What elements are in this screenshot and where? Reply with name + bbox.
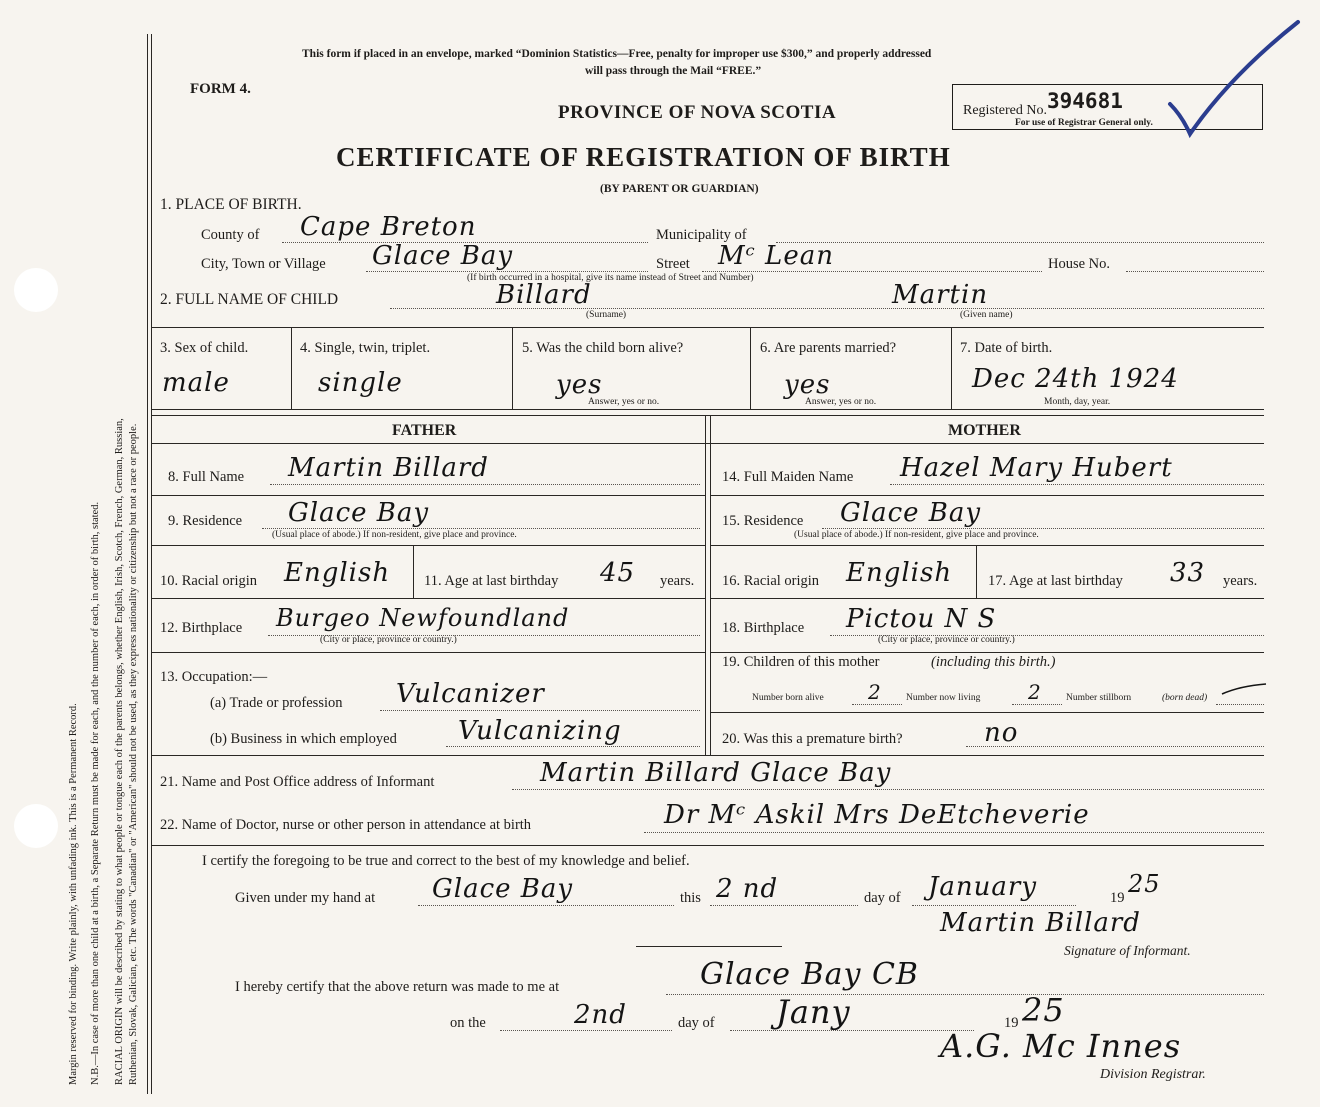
mother-row19-rule bbox=[710, 712, 1264, 713]
this-label: this bbox=[680, 890, 701, 906]
row3-sep2 bbox=[512, 327, 513, 409]
cert-month: January bbox=[928, 872, 1038, 902]
business-label: (b) Business in which employed bbox=[210, 731, 397, 747]
margin-note-racial-origin-cont: Ruthenian, Slovak, Galician, etc. The words "Canadian" or "American" should not be used, as they express nationality or citizenship but not a race or people. bbox=[128, 423, 139, 1085]
row3-sep4 bbox=[951, 327, 952, 409]
binding-margin-line-inner bbox=[151, 34, 152, 1094]
registrar-on-the-label: on the bbox=[450, 1015, 486, 1031]
father-row10-rule bbox=[152, 598, 705, 599]
stillborn-dash-stroke bbox=[1220, 680, 1270, 698]
registrar-statement: I hereby certify that the above return was made to me at bbox=[235, 979, 560, 995]
registrar-place: Glace Bay CB bbox=[700, 957, 919, 992]
father-birthplace: Burgeo Newfoundland bbox=[276, 604, 570, 632]
doctor-value: Dr Mᶜ Askil Mrs DeEtcheverie bbox=[664, 800, 1090, 830]
registrar-day-line bbox=[500, 1030, 672, 1031]
father-racial-label: 10. Racial origin bbox=[160, 573, 258, 589]
registrar-year-prefix: 19 bbox=[1004, 1015, 1019, 1031]
registrar-year-suffix: 25 bbox=[1022, 991, 1065, 1029]
city-label: City, Town or Village bbox=[201, 256, 326, 272]
punch-hole-top bbox=[14, 268, 58, 312]
stillborn-line bbox=[1216, 704, 1264, 705]
cert-year-suffix: 25 bbox=[1128, 870, 1161, 898]
certification-top-rule bbox=[152, 845, 1264, 846]
division-registrar-caption: Division Registrar. bbox=[1100, 1067, 1206, 1082]
parents-top-rule bbox=[152, 415, 1264, 416]
postal-notice-line1: This form if placed in an envelope, marked “Dominion Statistics—Free, penalty for improper use $300,” and properly addressed bbox=[302, 48, 932, 60]
division-registrar-signature: A.G. Mc Innes bbox=[940, 1027, 1182, 1065]
house-label: House No. bbox=[1048, 256, 1111, 272]
margin-note-racial-origin: RACIAL ORIGIN will be described by stating to what people or tongue each of the parents belongs, whether English, Irish, Scotch, French, German, Russian, bbox=[114, 418, 125, 1085]
children-label: 19. Children of this mother bbox=[722, 654, 880, 670]
registrar-month: Jany bbox=[776, 993, 851, 1031]
father-residence-note: (Usual place of abode.) If non-resident, give place and province. bbox=[272, 530, 517, 540]
cert-year-prefix: 19 bbox=[1110, 890, 1125, 906]
father-residence-label: 9. Residence bbox=[168, 513, 243, 529]
postal-notice-line2: will pass through the Mail “FREE.” bbox=[585, 65, 762, 77]
parents-bottom-rule bbox=[152, 755, 1264, 756]
mother-birthplace: Pictou N S bbox=[846, 604, 997, 634]
parents-divider-left bbox=[705, 415, 706, 755]
mother-row18-rule bbox=[710, 652, 1264, 653]
father-residence: Glace Bay bbox=[288, 498, 430, 528]
mother-residence: Glace Bay bbox=[840, 498, 982, 528]
county-value: Cape Breton bbox=[300, 212, 477, 242]
informant-line bbox=[512, 789, 1264, 790]
now-living-value: 2 bbox=[1028, 680, 1042, 704]
mother-racial: English bbox=[846, 558, 953, 588]
doctor-label: 22. Name of Doctor, nurse or other person in attendance at birth bbox=[160, 817, 532, 833]
alive-caption: Answer, yes or no. bbox=[588, 397, 660, 407]
mother-racial-sep bbox=[976, 545, 977, 598]
separator-short-rule bbox=[636, 946, 782, 947]
mother-racial-label: 16. Racial origin bbox=[722, 573, 820, 589]
mother-residence-note: (Usual place of abode.) If non-resident, give place and province. bbox=[794, 530, 1039, 540]
born-alive-label: Number born alive bbox=[752, 693, 824, 703]
stillborn-paren: (born dead) bbox=[1162, 693, 1208, 703]
trade-value: Vulcanizer bbox=[396, 679, 545, 709]
registrar-day-of-label: day of bbox=[678, 1015, 715, 1031]
mother-age: 33 bbox=[1170, 558, 1206, 588]
certification-statement: I certify the foregoing to be true and correct to the best of my knowledge and belief. bbox=[202, 853, 690, 869]
mother-birthplace-label: 18. Birthplace bbox=[722, 620, 805, 636]
born-alive-line bbox=[852, 704, 902, 705]
mother-name-label: 14. Full Maiden Name bbox=[722, 469, 854, 485]
child-surname: Billard bbox=[496, 280, 592, 310]
registrar-month-line bbox=[730, 1030, 974, 1031]
given-place-line bbox=[418, 905, 674, 906]
form-number: FORM 4. bbox=[190, 81, 251, 97]
mother-name-line bbox=[890, 484, 1264, 485]
sex-value: male bbox=[162, 368, 230, 398]
informant-signature: Martin Billard bbox=[940, 908, 1141, 938]
row3-sep3 bbox=[750, 327, 751, 409]
father-name-line bbox=[270, 484, 700, 485]
plurality-label: 4. Single, twin, triplet. bbox=[300, 340, 431, 356]
trade-line bbox=[380, 710, 700, 711]
city-line bbox=[366, 271, 648, 272]
doctor-line bbox=[644, 832, 1264, 833]
row3-top-rule bbox=[152, 327, 1264, 328]
children-paren: (including this birth.) bbox=[931, 654, 1056, 670]
now-living-line bbox=[1012, 704, 1062, 705]
row3-bottom-rule bbox=[152, 409, 1264, 410]
born-alive-value: 2 bbox=[868, 680, 882, 704]
father-years-label: years. bbox=[660, 573, 695, 589]
alive-label: 5. Was the child born alive? bbox=[522, 340, 684, 356]
blue-check-mark bbox=[1160, 16, 1310, 146]
stillborn-label: Number stillborn bbox=[1066, 693, 1132, 703]
registrar-use-note: For use of Registrar General only. bbox=[1015, 118, 1153, 128]
registered-label: Registered No. bbox=[963, 103, 1047, 118]
father-age-label: 11. Age at last birthday bbox=[424, 573, 559, 589]
given-name-caption: (Given name) bbox=[960, 310, 1013, 320]
surname-caption: (Surname) bbox=[586, 310, 627, 320]
married-caption: Answer, yes or no. bbox=[805, 397, 877, 407]
province-heading: PROVINCE OF NOVA SCOTIA bbox=[558, 102, 837, 123]
cert-day: 2 nd bbox=[716, 874, 779, 904]
informant-signature-caption: Signature of Informant. bbox=[1064, 943, 1191, 958]
sex-label: 3. Sex of child. bbox=[160, 340, 249, 356]
father-birthplace-label: 12. Birthplace bbox=[160, 620, 243, 636]
cert-month-line bbox=[912, 905, 1076, 906]
headings-rule bbox=[152, 443, 1264, 444]
mother-heading: MOTHER bbox=[948, 422, 1021, 439]
premature-value: no bbox=[984, 718, 1019, 748]
child-given-name: Martin bbox=[892, 280, 989, 310]
dob-label: 7. Date of birth. bbox=[960, 340, 1053, 356]
father-name: Martin Billard bbox=[288, 453, 489, 483]
married-label: 6. Are parents married? bbox=[760, 340, 897, 356]
given-label: Given under my hand at bbox=[235, 890, 376, 906]
plurality-value: single bbox=[318, 368, 403, 398]
mother-name: Hazel Mary Hubert bbox=[900, 453, 1173, 483]
house-line bbox=[1126, 271, 1264, 272]
alive-value: yes bbox=[556, 370, 603, 400]
county-label: County of bbox=[201, 227, 260, 243]
municipality-line bbox=[776, 242, 1264, 243]
cert-day-line bbox=[710, 905, 858, 906]
father-racial: English bbox=[284, 558, 391, 588]
given-place: Glace Bay bbox=[432, 874, 574, 904]
margin-note-multiple-births: N.B.—In case of more than one child at a birth, a Separate Return must be made for each, and the number of each, in order of birth, stated. bbox=[90, 501, 101, 1085]
premature-label: 20. Was this a premature birth? bbox=[722, 731, 903, 747]
father-residence-line bbox=[262, 528, 700, 529]
business-value: Vulcanizing bbox=[458, 716, 622, 746]
punch-hole-bottom bbox=[14, 804, 58, 848]
parents-divider-right bbox=[710, 415, 711, 755]
street-label: Street bbox=[656, 256, 690, 272]
cert-day-of-label: day of bbox=[864, 890, 901, 906]
trade-label: (a) Trade or profession bbox=[210, 695, 343, 711]
now-living-label: Number now living bbox=[906, 693, 981, 703]
registrar-place-line bbox=[666, 994, 1264, 995]
city-value: Glace Bay bbox=[372, 241, 514, 271]
father-birthplace-note: (City or place, province or country.) bbox=[320, 635, 457, 645]
mother-years-label: years. bbox=[1223, 573, 1258, 589]
father-name-label: 8. Full Name bbox=[168, 469, 245, 485]
place-of-birth-label: 1. PLACE OF BIRTH. bbox=[160, 196, 302, 213]
certificate-title: CERTIFICATE OF REGISTRATION OF BIRTH bbox=[336, 142, 951, 172]
married-value: yes bbox=[784, 370, 831, 400]
margin-note-binding: Margin reserved for binding. Write plainly, with unfading ink. This is a Permanent Record. bbox=[68, 703, 79, 1085]
dob-caption: Month, day, year. bbox=[1044, 397, 1111, 407]
street-value: Mᶜ Lean bbox=[718, 241, 834, 271]
mother-row14-rule bbox=[710, 495, 1264, 496]
mother-birthplace-note: (City or place, province or country.) bbox=[878, 635, 1015, 645]
registered-number: 394681 bbox=[1047, 89, 1123, 113]
mother-residence-line bbox=[822, 528, 1264, 529]
father-age: 45 bbox=[600, 558, 636, 588]
informant-label: 21. Name and Post Office address of Informant bbox=[160, 774, 435, 790]
business-line bbox=[446, 746, 700, 747]
informant-value: Martin Billard Glace Bay bbox=[540, 758, 892, 788]
dob-value: Dec 24th 1924 bbox=[972, 364, 1179, 394]
father-row9-rule bbox=[152, 545, 705, 546]
father-racial-sep bbox=[413, 545, 414, 598]
municipality-label: Municipality of bbox=[656, 227, 747, 243]
hospital-note: (If birth occurred in a hospital, give its name instead of Street and Number) bbox=[467, 273, 754, 283]
occupation-label: 13. Occupation:— bbox=[160, 669, 268, 685]
father-row8-rule bbox=[152, 495, 705, 496]
mother-age-label: 17. Age at last birthday bbox=[988, 573, 1123, 589]
mother-row15-rule bbox=[710, 545, 1264, 546]
mother-row16-rule bbox=[710, 598, 1264, 599]
binding-margin-line bbox=[147, 34, 148, 1094]
mother-residence-label: 15. Residence bbox=[722, 513, 804, 529]
registrar-day: 2nd bbox=[574, 1000, 627, 1030]
father-heading: FATHER bbox=[392, 422, 457, 439]
street-line bbox=[702, 271, 1042, 272]
certificate-subtitle: (BY PARENT OR GUARDIAN) bbox=[600, 183, 759, 195]
father-row12-rule bbox=[152, 652, 705, 653]
child-name-label: 2. FULL NAME OF CHILD bbox=[160, 291, 339, 308]
row3-sep1 bbox=[291, 327, 292, 409]
